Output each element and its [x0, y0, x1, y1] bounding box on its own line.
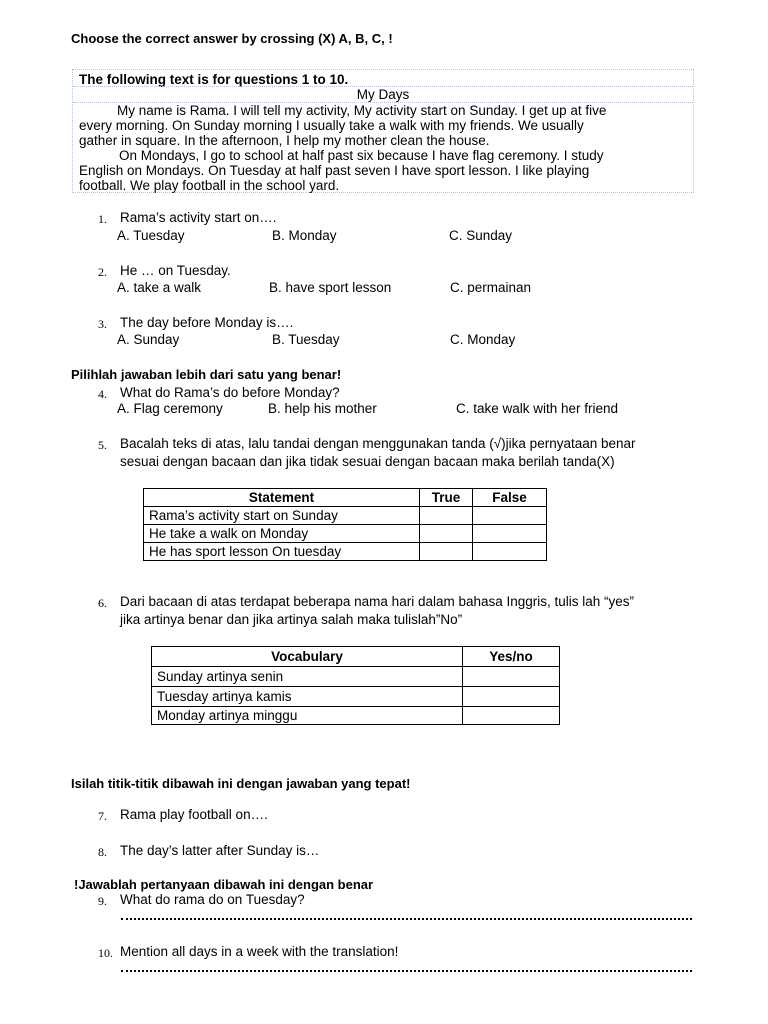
option-a[interactable]: A. Tuesday: [117, 228, 185, 243]
passage-title: My Days: [356, 87, 410, 102]
statement-table: [143, 488, 547, 561]
question-text: Dari bacaan di atas terdapat beberapa nama hari dalam bahasa Inggris, tulis lah “yes”: [120, 594, 635, 609]
question-number: 6.: [98, 596, 107, 610]
question-text: Rama play football on….: [120, 807, 268, 822]
true-cell[interactable]: [420, 543, 473, 561]
answer-line[interactable]: [121, 968, 692, 972]
question-number: 4.: [98, 387, 107, 401]
question-text: Mention all days in a week with the translation!: [120, 944, 399, 959]
question-text: jika artinya benar dan jika artinya salah maka tulislah”No”: [120, 612, 463, 627]
option-c[interactable]: C. take walk with her friend: [456, 401, 619, 416]
question-number: 5.: [98, 438, 107, 452]
yes-no-cell[interactable]: [463, 707, 560, 725]
column-header: True: [420, 489, 473, 507]
statement-cell: He has sport lesson On tuesday: [144, 543, 420, 561]
option-b[interactable]: B. have sport lesson: [269, 280, 392, 295]
question-text: The day’s latter after Sunday is…: [120, 843, 320, 858]
yes-no-cell[interactable]: [463, 687, 560, 707]
question-number: 9.: [98, 894, 107, 908]
question-text: The day before Monday is….: [120, 315, 294, 330]
section-heading-multi: Pilihlah jawaban lebih dari satu yang benar!: [71, 367, 342, 382]
vocabulary-cell: Monday artinya minggu: [152, 707, 463, 725]
passage-line: English on Mondays. On Tuesday at half past seven I have sport lesson. I like playing: [79, 163, 590, 178]
statement-cell: Rama’s activity start on Sunday: [144, 507, 420, 525]
option-c[interactable]: C. permainan: [450, 280, 532, 295]
passage-heading: The following text is for questions 1 to 10.: [79, 72, 349, 87]
question-number: 2.: [98, 265, 107, 279]
option-c[interactable]: C. Monday: [450, 332, 516, 347]
question-text: What do Rama’s do before Monday?: [120, 385, 340, 400]
column-header: Vocabulary: [152, 647, 463, 667]
vocabulary-cell: Tuesday artinya kamis: [152, 687, 463, 707]
passage-line: football. We play football in the school yard.: [79, 178, 340, 193]
reading-passage: [72, 69, 694, 193]
passage-line: gather in square. In the afternoon, I help my mother clean the house.: [79, 133, 490, 148]
question-text: Bacalah teks di atas, lalu tandai dengan menggunakan tanda (√)jika pernyataan benar: [120, 436, 636, 451]
option-a[interactable]: A. Flag ceremony: [117, 401, 223, 416]
vocabulary-cell: Sunday artinya senin: [152, 667, 463, 687]
question-number: 8.: [98, 845, 107, 859]
table-row: [152, 687, 560, 707]
table-row: [144, 507, 547, 525]
question-number: 3.: [98, 317, 107, 331]
question-number: 10.: [98, 946, 113, 960]
section-heading-essay: !Jawablah pertanyaan dibawah ini dengan benar: [74, 877, 374, 892]
option-b[interactable]: B. Tuesday: [272, 332, 340, 347]
true-cell[interactable]: [420, 525, 473, 543]
false-cell[interactable]: [473, 543, 547, 561]
option-a[interactable]: A. take a walk: [117, 280, 202, 295]
option-a[interactable]: A. Sunday: [117, 332, 180, 347]
passage-line: On Mondays, I go to school at half past six because I have flag ceremony. I study: [119, 148, 604, 163]
option-c[interactable]: C. Sunday: [449, 228, 513, 243]
question-text: sesuai dengan bacaan dan jika tidak sesuai dengan bacaan maka berilah tanda(X): [120, 454, 615, 469]
answer-line[interactable]: [121, 916, 692, 920]
false-cell[interactable]: [473, 507, 547, 525]
option-b[interactable]: B. Monday: [272, 228, 337, 243]
question-text: What do rama do on Tuesday?: [120, 892, 305, 907]
section-heading-fill: Isilah titik-titik dibawah ini dengan jawaban yang tepat!: [71, 776, 411, 791]
passage-line: every morning. On Sunday morning I usually take a walk with my friends. We usually: [79, 118, 584, 133]
yes-no-cell[interactable]: [463, 667, 560, 687]
instruction-title: Choose the correct answer by crossing (X) A, B, C, !: [71, 31, 393, 46]
table-row: [152, 707, 560, 725]
question-text: He … on Tuesday.: [120, 263, 231, 278]
vocabulary-table: [151, 646, 560, 725]
table-row: [152, 667, 560, 687]
column-header: Statement: [144, 489, 420, 507]
table-row: [144, 543, 547, 561]
false-cell[interactable]: [473, 525, 547, 543]
table-row: [144, 525, 547, 543]
option-b[interactable]: B. help his mother: [268, 401, 377, 416]
statement-cell: He take a walk on Monday: [144, 525, 420, 543]
true-cell[interactable]: [420, 507, 473, 525]
passage-line: My name is Rama. I will tell my activity, My activity start on Sunday. I get up at five: [117, 103, 607, 118]
column-header: False: [473, 489, 547, 507]
question-number: 1.: [98, 212, 107, 226]
question-number: 7.: [98, 809, 107, 823]
column-header: Yes/no: [463, 647, 560, 667]
question-text: Rama’s activity start on….: [120, 210, 277, 225]
